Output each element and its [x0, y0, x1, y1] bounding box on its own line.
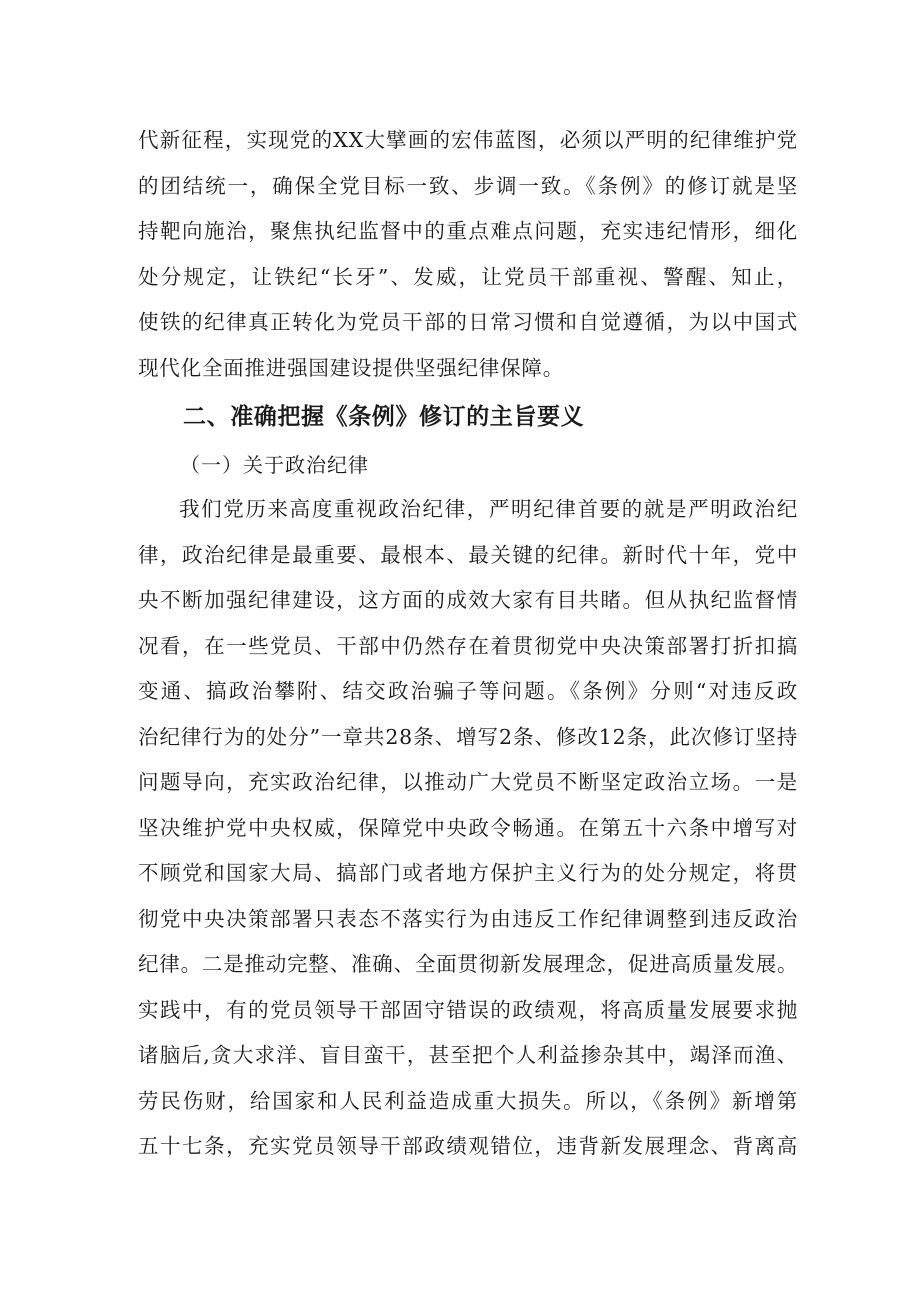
text-line: 央不断加强纪律建设，这方面的成效大家有目共睹。但从执纪监督情 [138, 588, 798, 612]
text-line: 的团结统一，确保全党目标一致、步调一致。《条例》的修订就是坚 [138, 173, 798, 198]
text-line: 劳民伤财，给国家和人民利益造成重大损失。所以，《条例》新增第 [138, 1088, 798, 1113]
section-heading: 二、准确把握《条例》修订的主旨要义 [183, 404, 585, 430]
text-line: 代新征程，实现党的XX大擘画的宏伟蓝图，必须以严明的纪律维护党 [138, 128, 798, 152]
document-body [138, 118, 798, 1170]
paragraph-continuation [138, 118, 798, 391]
text-line: 五十七条，充实党员领导干部政绩观错位，违背新发展理念、背离高 [138, 1134, 798, 1158]
text-line: 我们党历来高度重视政治纪律，严明纪律首要的就是严明政治纪 [179, 497, 798, 521]
text-line: 实践中，有的党员领导干部固守错误的政绩观，将高质量发展要求抛 [138, 997, 798, 1022]
text-line: 现代化全面推进强国建设提供坚强纪律保障。 [138, 355, 564, 380]
text-line: 变通、搞政治攀附、结交政治骗子等问题。《条例》分则“对违反政 [138, 679, 798, 703]
text-line: 诸脑后,贪大求洋、盲目蛮干，甚至把个人利益掺杂其中，竭泽而渔、 [138, 1043, 798, 1067]
text-line: 处分规定，让铁纪“长牙”、发威，让党员干部重视、警醒、知止， [138, 264, 798, 289]
text-line: 坚决维护党中央权威，保障党中央政令畅通。在第五十六条中增写对 [138, 815, 798, 840]
text-line: 况看，在一些党员、干部中仍然存在着贯彻党中央决策部署打折扣搞 [138, 633, 798, 658]
text-line: 彻党中央决策部署只表态不落实行为由违反工作纪律调整到违反政治 [138, 906, 798, 931]
text-line: 不顾党和国家大局、搞部门或者地方保护主义行为的处分规定，将贯 [138, 861, 798, 885]
text-line: 律，政治纪律是最重要、最根本、最关键的纪律。新时代十年，党中 [138, 542, 798, 567]
paragraph-political-discipline [138, 487, 798, 1170]
subsection-heading: （一）关于政治纪律 [180, 453, 369, 477]
text-line: 问题导向，充实政治纪律，以推动广大党员不断坚定政治立场。一是 [138, 770, 798, 794]
text-line: 使铁的纪律真正转化为党员干部的日常习惯和自觉遵循，为以中国式 [138, 310, 798, 334]
text-line: 纪律。二是推动完整、准确、全面贯彻新发展理念，促进高质量发展。 [138, 952, 799, 976]
text-line: 治纪律行为的处分”一章共28条、增写2条、修改12条，此次修订坚持 [138, 724, 798, 749]
text-line: 持靶向施治，聚焦执纪监督中的重点难点问题，充实违纪情形，细化 [138, 219, 798, 243]
